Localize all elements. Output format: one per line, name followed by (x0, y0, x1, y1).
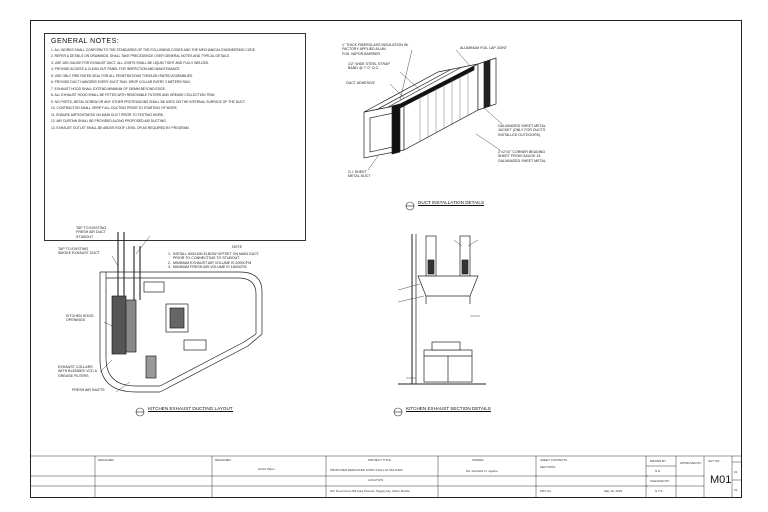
tb-checked-header: CHECKED BY (650, 479, 670, 483)
label-exhaust-collars: EXHAUST COLLARS WITH BLENDED VCD & GREASE FILTERS (58, 365, 98, 378)
label-steel-strap: 1/2" WIDE STEEL STRAP BAND @ 7'-0" O.C. (348, 62, 390, 71)
tb-contents-name: SECTIONS (540, 465, 556, 469)
layout-title-marker (136, 408, 144, 416)
general-note-item: 2. REFER & DETAILS ON DRAWINGS, SHALL TAKE PRECEDENCE OVER GENERAL NOTES AND TYPICAL DETAILS (51, 54, 230, 59)
layout-note-item: 2. MINIMUM EXHAUST AIR VOLUME IS 2000CFM (168, 260, 252, 265)
duct-detail-title-marker (406, 202, 414, 210)
tb-contents-header: SHEET CONTENTS (540, 458, 568, 462)
label-tap-fresh-air: TAP TO EXISTING FRESH AIR DUCT STUBOUT (76, 226, 107, 239)
general-note-item: 11. ENSURE AIRTIGHTNESS ON MAIN DUCT PRIOR TO TESTING WORK. (51, 112, 165, 117)
tb-date: May 19, 2023 (604, 489, 623, 493)
duct-detail-title (418, 200, 484, 206)
general-note-item: 12. AIR CURTAIN SHALL BE PROVIDED ALONG PROPOSED AIR DUCTING. (51, 119, 167, 124)
general-note-item: 8. ALL EXHAUST HOOD SHALL BE FITTED WITH REMOVABLE FILTERS AND GREASE COLLECTION TRAY. (51, 93, 216, 98)
tb-location-header: LOCATION (368, 478, 384, 482)
general-note-item: 4. PROVIDE ACCESS & CLEAN OUT PANEL FOR INSPECTION AND MAINTENANCE. (51, 67, 181, 72)
general-note-item: 5. USE ONLY FIRE RATED SEAL FOR ALL PENETRATIONS THROUGH RATED ASSEMBLIES. (51, 73, 194, 78)
tb-designer-header: DESIGNER (98, 458, 114, 462)
label-duct-adhesive: DUCT ADHESIVE (346, 81, 375, 85)
steel-strap-band (392, 104, 400, 154)
general-notes-title: GENERAL NOTES: (51, 38, 120, 45)
exhaust-section-detail (398, 234, 486, 384)
general-note-item: 6. PROVIDE DUCT HANGERS EVERY DUCT RUN. DROP COLLAR EVERY 3 METERS RUN. (51, 80, 191, 85)
layout-note-item: 3. MINIMUM FRESH AIR VOLUME IS 1600CFM (168, 265, 247, 270)
tb-sheet-of: 01 (734, 470, 738, 474)
tb-approved-header: APPROVED BY (680, 461, 702, 465)
tb-scale-value: N.T.S. (655, 489, 664, 493)
section-title-marker (394, 408, 402, 416)
tb-sheet-number: M01 (710, 474, 732, 486)
section-title-text: KITCHEN EXHAUST SECTION DETAILS (406, 406, 491, 411)
general-note-item: 10. CONTRACTOR SHALL VERIFY ALL DUCTING PRIOR TO STARTING OF WORK. (51, 106, 178, 111)
hood-equipment-block (112, 296, 126, 354)
label-fresh-air-inlets: FRESH AIR INLETS (72, 388, 105, 392)
tb-owner-name: Ms. Rochelle Fr. Aguirre (466, 469, 499, 473)
label-tap-smoke-exhaust: TAP TO EXISTING SMOKE EXHAUST DUCT (58, 247, 100, 256)
tb-sheet-of-total: 01 (734, 488, 738, 492)
tb-engineer-header: DESIGNER (215, 458, 231, 462)
tb-drawn-value: N.D. (655, 469, 661, 473)
tb-location: G/F Food Court SM Aura Premier, Taguig City, Metro Manila (330, 489, 410, 493)
section-title (406, 406, 491, 412)
tb-owner-header: OWNER (472, 458, 484, 462)
duct-detail-title-text: DUCT INSTALLATION DETAILS (418, 200, 485, 205)
general-note-item: 13. EXHAUST OUTLET SHALL BE ABOVE ROOF LEVEL OR AS REQUIRED BY PROGRAM. (51, 125, 190, 130)
layout-note-item: 1. INSTALL 600X400 ELBOW OFFSET ON MAIN DUCT (168, 252, 259, 256)
label-kitchen-hood: KITCHEN HOOD OPENINGS (66, 314, 94, 323)
layout-title (148, 406, 233, 412)
layout-note-item: PRIOR TO CONNECTING TO STUBOUT (168, 256, 240, 261)
tb-drawn-header: DRAWN BY (650, 459, 667, 463)
tb-prc: PRC No. (540, 489, 552, 493)
general-note-item: 1. ALL WORKS SHALL CONFORM TO THE STANDARDS OF THE FOLLOWING CODES AND THE MECHANICAL ENGINEERING CODE (51, 48, 255, 52)
label-foil-lap-joint: ALUMINUM FOIL LAP JOINT (460, 46, 508, 50)
kitchen-hood-section (418, 276, 478, 296)
tb-project-header: PROJECT TITLE (368, 458, 391, 462)
label-gi-sheet-metal: G.I. SHEET METAL DUCT (348, 170, 371, 179)
tb-sheet-header: SHT NO. (708, 459, 721, 463)
layout-title-text: KITCHEN EXHAUST DUCTING LAYOUT (148, 406, 233, 411)
general-note-item: 3. USE 18G GAUGE FOR EXHAUST DUCT. ALL JOINTS SHALL BE LIQUID TIGHT AND FULLY WELDED. (51, 60, 210, 65)
general-note-item: 9. NO PORTS, METAL SCREW OR ANY OTHER PROTRUSIONS SHALL BE USED ON THE INTERNAL SURFACE OF THE DUCT. (51, 99, 246, 104)
tb-project-name: PROPOSED DEDICATED FOOD STALL AT SM AURA (330, 468, 403, 472)
layout-note-list (168, 252, 259, 270)
layout-note-title: NOTE (232, 245, 242, 249)
label-corner-beading: 2"x2"x2" CORNER BEADING SHEET FROM GAUGE 24 GALVANIZED SHEET METAL (498, 150, 546, 163)
label-insulation: 1" THICK FIBERGLASS INSULATION W/ FACTORY APPLIED ALUM. FOIL VAPOR BARRIER (342, 43, 409, 56)
tb-engineer-name: HVAC Plans (258, 467, 275, 471)
general-note-item: 7. EXHAUST HOOD SHALL EXTEND MINIMUM OF 150MM BEYOND EDGE. (51, 86, 166, 91)
label-galvanized-jacket: GALVANIZED SHEET METAL JACKET (ONLY FOR DUCTS INSTALLED OUTDOORS) (498, 124, 546, 137)
